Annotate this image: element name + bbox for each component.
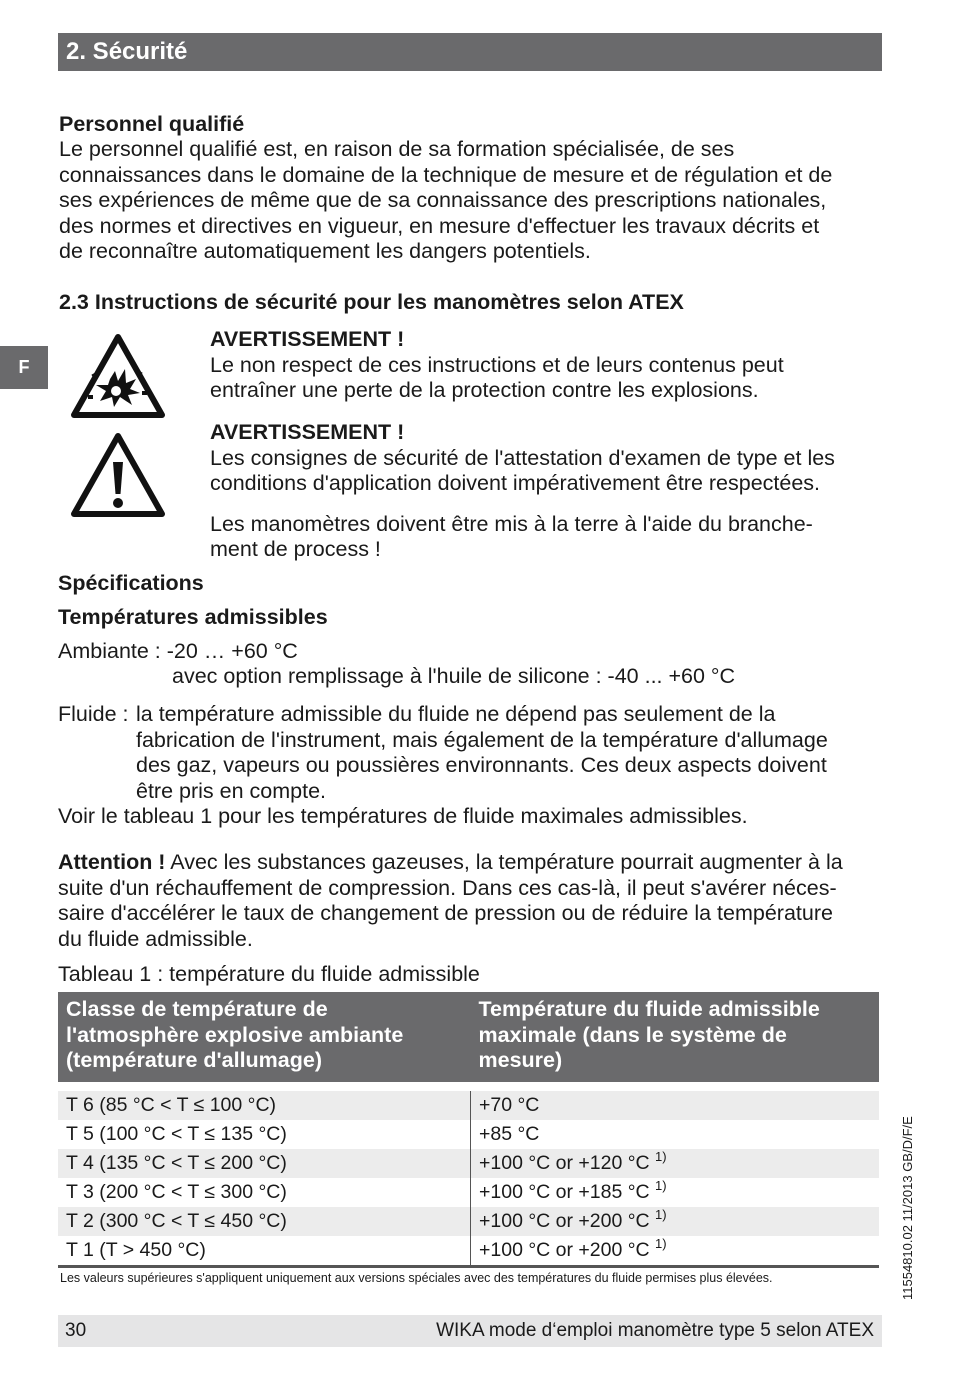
table-row: [58, 1207, 879, 1236]
text-line: connaissances dans le domaine de la technique de mesure et de régulation et de: [59, 162, 833, 187]
table-row: [58, 1149, 879, 1178]
text-line: des normes et directives en vigueur, en mesure d'effectuer les travaux décrits et: [59, 213, 820, 238]
ambient-line: Ambiante : -20 … +60 °C: [58, 639, 298, 663]
table-cell-class: T 6 (85 °C < T ≤ 100 °C): [58, 1091, 471, 1120]
text-line: suite d'un réchauffement de compression. Dans ces cas-là, il peut s'avérer néces-: [58, 875, 837, 900]
page-footer: [58, 1315, 882, 1347]
ambient-option-line: avec option remplissage à l'huile de silicone : -40 ... +60 °C: [172, 664, 736, 688]
table-cell-class: T 5 (100 °C < T ≤ 135 °C): [58, 1120, 471, 1149]
see-table-line: Voir le tableau 1 pour les températures de fluide maximales admissibles.: [58, 804, 748, 828]
text-line: des gaz, vapeurs ou poussières environnants. Ces deux aspects doivent: [136, 753, 827, 777]
text-line: entraîner une perte de la protection contre les explosions.: [210, 378, 759, 402]
table-cell-temp: +100 °C or +120 °C $^{1)}$: [471, 1149, 880, 1178]
text-line: conditions d'application doivent impérativement être respectées.: [210, 471, 821, 495]
warning-title: AVERTISSEMENT !: [210, 327, 405, 351]
table-row: [58, 1178, 879, 1207]
table-cell-temp: +100 °C or +200 °C $^{1)}$: [471, 1207, 880, 1236]
text-line: Les manomètres doivent être mis à la terre à l'aide du branche-: [210, 511, 813, 536]
text-line: Avec les substances gazeuses, la température pourrait augmenter à la: [165, 850, 843, 874]
text-line: Le personnel qualifié est, en raison de sa formation spécialisée, de ses: [59, 137, 735, 161]
footer-title: WIKA mode d‘emploi manomètre type 5 selon ATEX: [436, 1320, 874, 1341]
table-row: [58, 1091, 879, 1120]
page-number: 30: [65, 1320, 87, 1341]
footnote-marker: 1): [655, 1177, 667, 1193]
text-line: ses expériences de même que de sa connaissance des prescriptions nationales,: [59, 188, 827, 212]
text-line: Le non respect de ces instructions et de leurs contenus peut: [210, 352, 784, 377]
fluid-label: Fluide :: [58, 702, 129, 726]
section-header: 2. Sécurité: [58, 33, 882, 71]
footnote-marker: 1): [655, 1206, 667, 1222]
language-tab: F: [0, 346, 48, 389]
personnel-paragraph: [59, 137, 832, 265]
table-row: [58, 1120, 879, 1149]
specs-heading: Spécifications: [58, 571, 204, 595]
table-cell-class: T 4 (135 °C < T ≤ 200 °C): [58, 1149, 471, 1178]
table-cell-temp: +100 °C or +200 °C $^{1)}$: [471, 1236, 880, 1267]
text-line: ment de process !: [210, 537, 381, 561]
table-cell-temp: +70 °C: [471, 1091, 880, 1120]
document-reference: 11554810.02 11/2013 GB/D/F/E: [900, 1116, 915, 1300]
temperatures-heading: Températures admissibles: [58, 605, 328, 629]
section-23-heading: 2.3 Instructions de sécurité pour les manomètres selon ATEX: [59, 290, 684, 314]
attention-paragraph: [58, 850, 843, 952]
table-cell-class: T 2 (300 °C < T ≤ 450 °C): [58, 1207, 471, 1236]
table-cell-class: T 3 (200 °C < T ≤ 300 °C): [58, 1178, 471, 1207]
table-cell-class: T 1 (T > 450 °C): [58, 1236, 471, 1267]
table-cell-temp: +100 °C or +185 °C $^{1)}$: [479, 1177, 667, 1203]
exclamation-warning-icon: [70, 432, 166, 518]
warning-title: AVERTISSEMENT !: [210, 420, 405, 444]
table-cell-temp: +85 °C: [479, 1122, 540, 1145]
text-line: la température admissible du fluide ne dépend pas seulement de la: [136, 702, 776, 726]
attention-label: Attention !: [58, 850, 166, 874]
text-line: être pris en compte.: [136, 778, 327, 803]
footnote-marker: 1): [655, 1235, 667, 1251]
text-line: saire d'accélérer le taux de changement de pression ou de réduire la température: [58, 901, 833, 925]
text-line: Les consignes de sécurité de l'attestation d'examen de type et les: [210, 445, 835, 470]
table-caption: Tableau 1 : température du fluide admissible: [58, 962, 480, 986]
text-line: de reconnaître automatiquement les dangers potentiels.: [59, 239, 591, 263]
fluid-paragraph: [136, 702, 828, 804]
text-line: fabrication de l'instrument, mais également de la température d'allumage: [136, 727, 828, 752]
personnel-heading: Personnel qualifié: [59, 112, 245, 136]
footnote-marker: 1): [655, 1148, 667, 1164]
explosion-warning-icon: [70, 333, 166, 419]
warning-block-2: [210, 420, 835, 563]
warning-block-1: [210, 327, 784, 404]
temperature-table: [58, 992, 879, 1268]
table-header-row: [58, 992, 879, 1082]
table-footnote: Les valeurs supérieures s'appliquent uniquement aux versions spéciales avec des températures du fluide permises plus élevées.: [60, 1271, 773, 1285]
text-line: du fluide admissible.: [58, 926, 253, 951]
table-header-cell: Température du fluide admissible maximale (dans le système de mesure): [471, 992, 880, 1082]
table-header-cell: Classe de température de l'atmosphère explosive ambiante (température d'allumage): [58, 992, 471, 1082]
table-row: [58, 1236, 879, 1267]
